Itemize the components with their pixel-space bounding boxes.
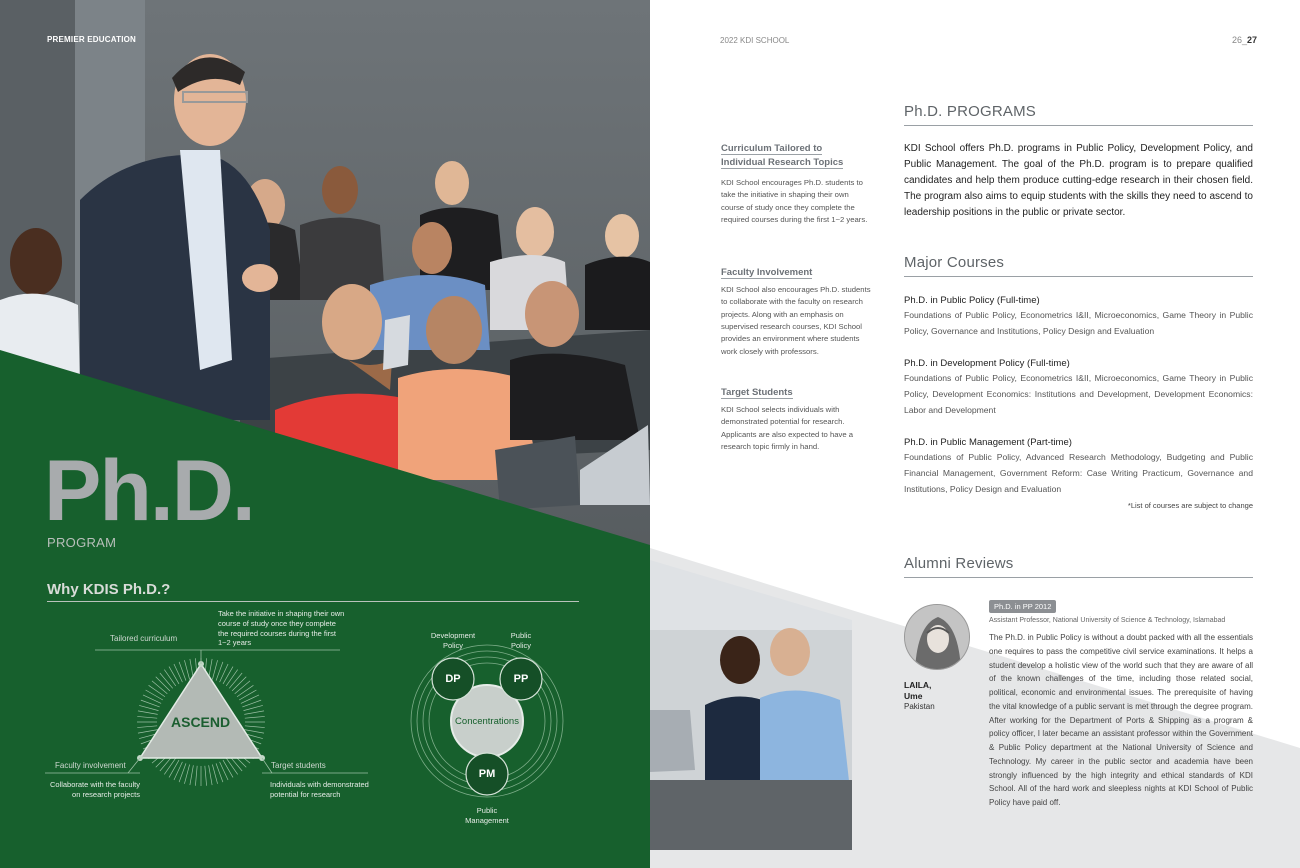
sunburst-ray [226,670,237,686]
sunburst-ray [239,690,256,700]
alumni-badge: Ph.D. in PP 2012 [989,600,1056,613]
sunburst-ray [190,765,193,785]
students-laptop-photo [650,560,852,850]
sunburst-ray [156,677,170,691]
sunburst-ray [212,765,217,784]
alumni-country: Pakistan [904,702,935,711]
page-number-left: 26 [1231,35,1242,45]
sidebar-heading-faculty: Faculty Involvement [721,267,813,278]
sunburst-ray [146,690,163,700]
sidebar-heading-target: Target Students [721,387,793,398]
sunburst-ray [245,726,265,728]
sunburst-ray [244,730,264,733]
alumni-position: Assistant Professor, National University of Science & Technology, Islamabad [989,617,1226,624]
sidebar-heading-curriculum: Curriculum Tailored to Individual Research Topics [721,143,844,169]
sidebar-text-curriculum: KDI School encourages Ph.D. students to take the initiative in shaping their own course of study once they complete the required courses during the first 1~2 years. [721,178,868,224]
sidebar-text-target: KDI School selects individuals with demonstrated potential for research. Applicants are also expected to have a research topic firmly in hand. [721,405,854,451]
programs-heading: Ph.D. PROGRAMS [904,103,1253,126]
page-title: Ph.D. [44,443,254,539]
sunburst-ray [169,760,179,777]
tailored-curriculum-label: Tailored curriculum [110,634,178,643]
alumni-avatar [904,604,970,670]
alumni-review: The Ph.D. in Public Policy is without a doubt packed with all the essentials one requires to pass the competitive civil service examinations. It helps a student develop a holistic view of the world such that they are aware of all of the known challenges of the time, including those related social, political, economic and environmental issues. The prerequisite of having the vital knowledge of a public servant is met through the degree program. After working for the Department of Ports & Shipping as a program & policy officer, I later became an assistant professor within the Government & Public Policy department at the National University of Science and Technology. My career in the public sector and academia have been strongly influenced by the high integrity and ethical standards of KDI School. All of the hard work and sleepless nights at KDI School of Public Policy have paid off. [989,633,1253,807]
sunburst-ray [195,766,197,786]
sunburst-ray [137,726,157,728]
course-list-pm: Foundations of Public Policy, Advanced Research Methodology, Budgeting and Public Financial Management, Government Reform: Case Writing Practicum, Governance and Institutions, Policy Design and Evaluation [904,452,1253,494]
sunburst-ray [169,667,179,684]
target-students-label: Target students [271,761,326,770]
page-subtitle: PROGRAM [47,535,117,550]
sunburst-ray [139,705,158,710]
sunburst-ray [164,670,175,686]
sunburst-ray [184,765,189,784]
pm-abbr: PM [478,768,496,780]
target-students-text: Individuals with demonstrated potential for research [270,780,369,799]
sunburst-ray [223,760,233,777]
page-numbers: 26_27 [1231,35,1257,45]
sunburst-ray [184,660,189,679]
sunburst-ray [149,685,165,696]
sunburst-ray [235,681,250,694]
alumni-heading: Alumni Reviews [904,555,1253,578]
sunburst-ray [209,765,212,785]
programs-intro: KDI School offers Ph.D. programs in Public Policy, Development Policy, and Public Management. The goal of the Ph.D. program is to prepare qualified candidates and help them produce cutting-edge research in their chosen field. The program also aims to equip students with the skills they need to ascend to leadership positions in the public or private sector. [904,143,1253,218]
pm-name: Public Management [465,806,509,825]
ascend-triangle [140,664,262,758]
right-page [650,0,1300,868]
dp-name: Development Policy [430,631,476,650]
running-header: 2022 KDI SCHOOL [720,36,790,45]
tailored-curriculum-text: Take the initiative in shaping their own course of study once they complete the required courses during the first 1~2 years [218,609,345,648]
ascend-label: ASCEND [171,714,231,730]
course-title-dp: Ph.D. in Development Policy (Full-time) [904,358,1070,369]
dp-abbr: DP [445,673,461,685]
course-list-pp: Foundations of Public Policy, Econometrics I&II, Microeconomics, Game Theory in Public Policy, Governance and Institutions, Policy Design and Evaluation [904,310,1253,336]
sunburst-ray [244,711,264,714]
sunburst-ray [138,730,158,733]
course-title-pp: Ph.D. in Public Policy (Full-time) [904,295,1040,306]
running-header: PREMIER EDUCATION [47,35,137,44]
sunburst-ray [164,758,175,774]
sidebar-text-faculty: KDI School also encourages Ph.D. students to collaborate with the faculty on research projects. Along with an emphasis on supervised research courses, KDI School provides an environment where students work closely with professors. [721,285,871,356]
page-number-right: 27 [1246,35,1257,45]
sunburst-ray [137,716,157,718]
course-title-pm: Ph.D. in Public Management (Part-time) [904,437,1072,448]
pp-abbr: PP [513,673,529,685]
why-heading: Why KDIS Ph.D.? [47,581,171,598]
sunburst-ray [237,685,253,696]
concentrations-label: Concentrations [455,716,519,727]
sunburst-ray [205,766,207,786]
sunburst-ray [152,681,167,694]
alumni-name: LAILA, Ume [904,680,932,701]
sunburst-ray [229,673,242,688]
sunburst-ray [244,705,263,710]
faculty-involvement-label: Faculty involvement [55,761,126,770]
course-list-dp: Foundations of Public Policy, Econometrics I&II, Microeconomics, Game Theory in Public Policy, Development Economics: Institutions and Development, Development Economics: Labor and Development [904,373,1253,415]
sunburst-ray [160,673,173,688]
sunburst-ray [232,677,246,691]
sunburst-ray [226,758,237,774]
courses-note: *List of courses are subject to change [1127,501,1253,510]
sunburst-ray [223,667,233,684]
sunburst-ray [245,716,265,718]
faculty-involvement-text: Collaborate with the faculty on research projects [49,780,140,799]
major-courses-heading: Major Courses [904,254,1253,277]
sunburst-ray [212,660,217,679]
pp-name: Public Policy [510,631,532,650]
sunburst-ray [138,711,158,714]
